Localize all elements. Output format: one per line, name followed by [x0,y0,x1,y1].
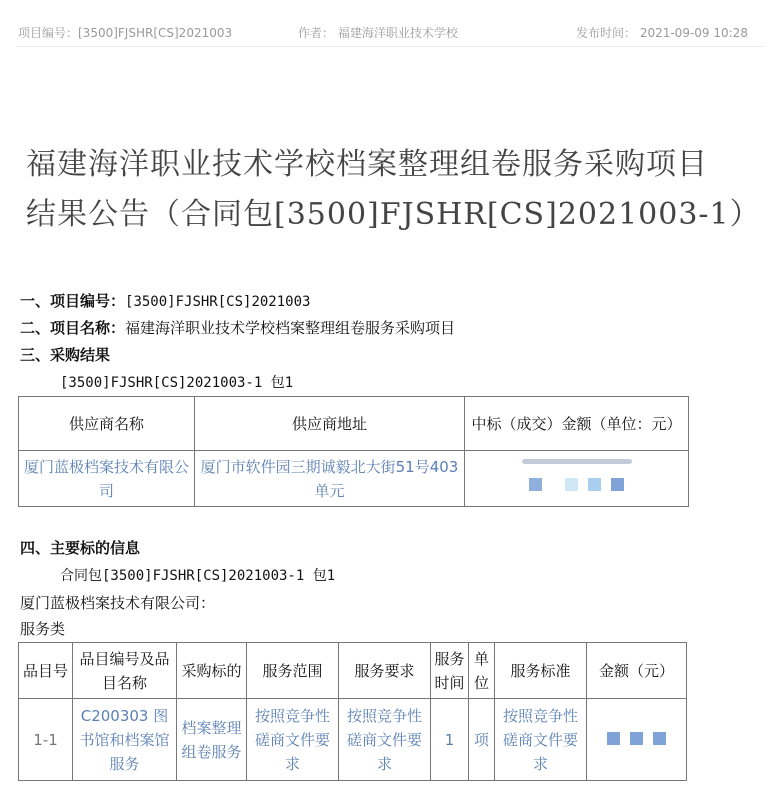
detail-header-time: 服务时间 [431,643,469,699]
table-row [19,451,689,507]
section-project-name [20,317,455,338]
section2-label: 二、项目名称： [20,319,126,337]
detail-target: 档案整理组卷服务 [177,699,247,781]
redaction-mosaic [590,728,683,752]
title-line-2: 结果公告（合同包[3500]FJSHR[CS]2021003-1） [26,197,761,232]
detail-header-unit: 单位 [469,643,495,699]
detail-time: 1 [431,699,469,781]
amount-redacted [465,451,689,507]
detail-table [18,642,687,781]
detail-requirement: 按照竞争性磋商文件要求 [339,699,431,781]
section4-company: 厦门蓝极档案技术有限公司： [20,594,216,612]
meta-divider [16,46,764,47]
section3-package: [3500]FJSHR[CS]2021003-1 包1 [60,375,294,391]
result-header-name: 供应商名称 [19,397,195,451]
meta-author: 作者： 福建海洋职业技术学校 [298,26,458,40]
section2-value: 福建海洋职业技术学校档案整理组卷服务采购项目 [125,319,456,337]
detail-header-standard: 服务标准 [495,643,587,699]
detail-table-header [19,643,687,699]
meta-publish-time: 发布时间： 2021-09-09 10:28 [576,26,748,40]
result-table [18,396,689,507]
section1-value: [3500]FJSHR[CS]2021003 [125,294,311,310]
meta-project-no: 项目编号：[3500]FJSHR[CS]2021003 [18,26,233,40]
detail-amount-redacted [587,699,687,781]
section-project-no [20,290,310,311]
title-line-1: 福建海洋职业技术学校档案整理组卷服务采购项目 [26,147,708,182]
detail-header-requirement: 服务要求 [339,643,431,699]
section4-package: 合同包[3500]FJSHR[CS]2021003-1 包1 [60,568,336,584]
table-row [19,699,687,781]
detail-header-item-name: 品目编号及品目名称 [73,643,177,699]
detail-scope: 按照竞争性磋商文件要求 [247,699,339,781]
result-header-address: 供应商地址 [195,397,465,451]
section1-label: 一、项目编号： [20,292,126,310]
section4-label: 四、主要标的信息 [20,539,141,557]
detail-item-name: C200303 图书馆和档案馆服务 [73,699,177,781]
section4-category: 服务类 [20,620,66,638]
supplier-name: 厦门蓝极档案技术有限公司 [19,451,195,507]
detail-unit: 项 [469,699,495,781]
detail-item-no: 1-1 [19,699,73,781]
detail-standard: 按照竞争性磋商文件要求 [495,699,587,781]
detail-header-amount: 金额（元） [587,643,687,699]
section3-label: 三、采购结果 [20,346,111,364]
detail-header-target: 采购标的 [177,643,247,699]
result-header-amount: 中标（成交）金额（单位：元） [465,397,689,451]
supplier-address: 厦门市软件园三期诚毅北大街51号403单元 [195,451,465,507]
detail-header-item-no: 品目号 [19,643,73,699]
redaction-mosaic [468,459,685,498]
detail-header-scope: 服务范围 [247,643,339,699]
result-table-header [19,397,689,451]
page-title [26,140,766,240]
